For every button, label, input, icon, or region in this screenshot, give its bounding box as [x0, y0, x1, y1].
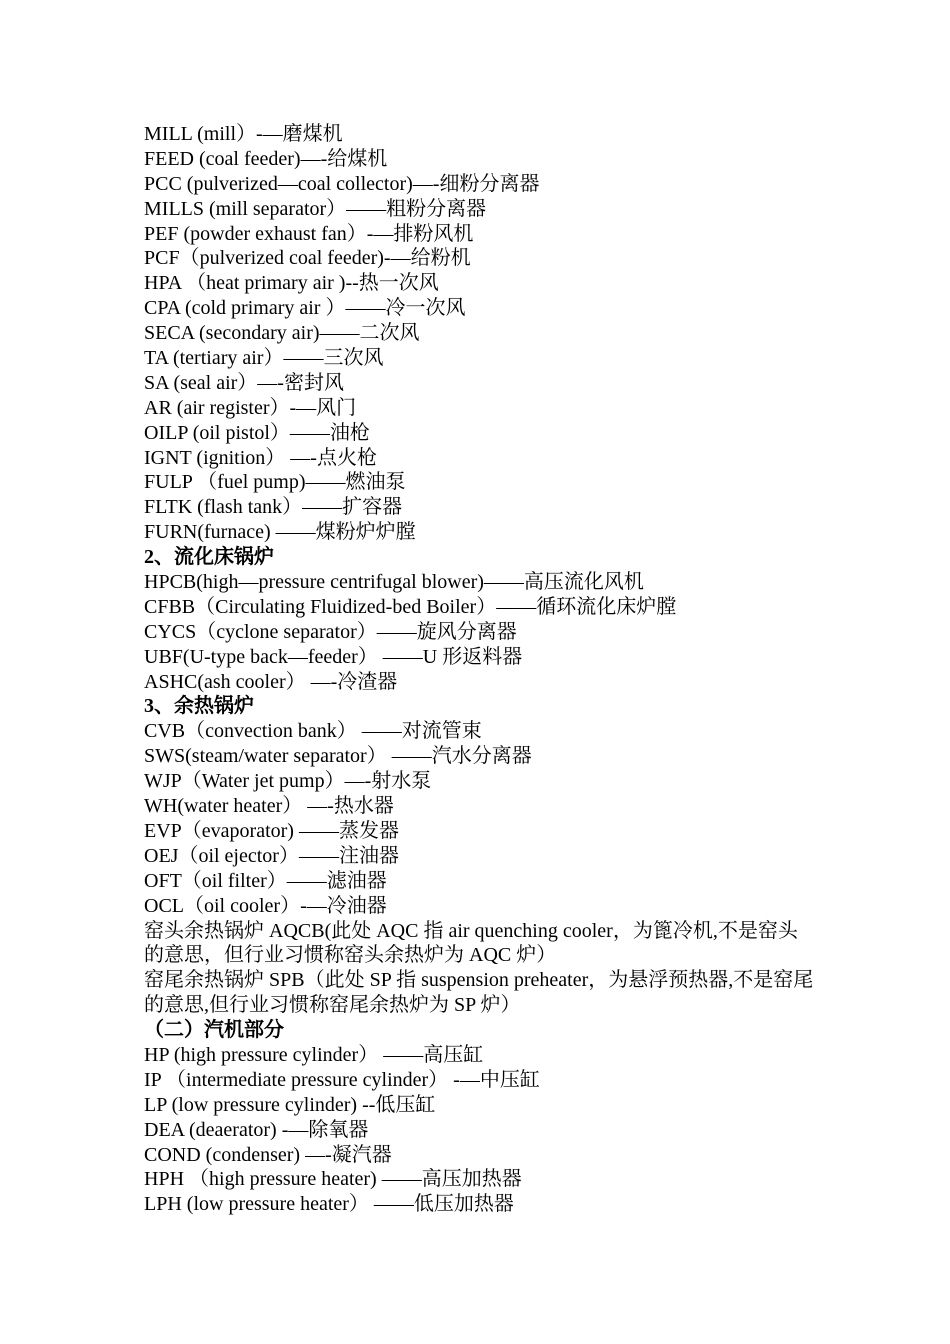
paragraph-aqcb: 窑头余热锅炉 AQCB(此处 AQC 指 air quenching cooler，为篦冷机,不是窑头的意思，但行业习惯称窑头余热炉为 AQC 炉） — [144, 919, 798, 967]
term-line: HPCB(high—pressure centrifugal blower)——高压流化风机 — [144, 571, 644, 594]
term-line: ASHC(ash cooler） —-冷渣器 — [144, 670, 398, 693]
section-heading-cfb: 2、流化床锅炉 — [144, 546, 274, 569]
term-line: SECA (secondary air)——二次风 — [144, 322, 420, 345]
term-line: FEED (coal feeder)—-给煤机 — [144, 147, 388, 170]
term-line: EVP（evaporator) ——蒸发器 — [144, 819, 399, 842]
term-line: OFT（oil filter）——滤油器 — [144, 869, 387, 892]
term-line: UBF(U-type back—feeder） ——U 形返料器 — [144, 645, 523, 668]
waste-heat-boiler-list — [144, 719, 824, 918]
term-line: LP (low pressure cylinder) --低压缸 — [144, 1093, 436, 1116]
term-line: SA (seal air）—-密封风 — [144, 371, 344, 394]
term-line: COND (condenser) —-凝汽器 — [144, 1143, 392, 1166]
term-line: HPH （high pressure heater) ——高压加热器 — [144, 1168, 522, 1191]
term-line: PCC (pulverized—coal collector)—-细粉分离器 — [144, 172, 540, 195]
section-heading-waste-heat: 3、余热锅炉 — [144, 695, 254, 718]
turbine-list — [144, 1043, 824, 1217]
term-line: CYCS（cyclone separator）——旋风分离器 — [144, 620, 517, 643]
term-line: FLTK (flash tank）——扩容器 — [144, 496, 403, 519]
term-line: MILL (mill）-—磨煤机 — [144, 123, 343, 145]
term-line: TA (tertiary air）——三次风 — [144, 347, 384, 370]
term-line: HPA （heat primary air )--热一次风 — [144, 272, 439, 295]
term-line: MILLS (mill separator）——粗粉分离器 — [144, 197, 487, 220]
term-line: OEJ（oil ejector）——注油器 — [144, 844, 399, 867]
term-line: PCF（pulverized coal feeder)-—给粉机 — [144, 247, 471, 270]
paragraph-spb: 窑尾余热锅炉 SPB（此处 SP 指 suspension preheater，为悬浮预热器,不是窑尾的意思,但行业习惯称窑尾余热炉为 SP 炉） — [144, 969, 814, 1017]
term-line: WH(water heater） —-热水器 — [144, 795, 394, 818]
term-line: CFBB（Circulating Fluidized-bed Boiler）——循环流化床炉膛 — [144, 595, 677, 618]
term-line: AR (air register）-—风门 — [144, 396, 357, 419]
section-heading-turbine: （二）汽机部分 — [144, 1019, 284, 1042]
term-line: WJP（Water jet pump）—-射水泵 — [144, 770, 432, 793]
term-line: SWS(steam/water separator） ——汽水分离器 — [144, 745, 532, 768]
term-line: PEF (powder exhaust fan）-—排粉风机 — [144, 222, 474, 245]
term-line: CVB（convection bank） ——对流管束 — [144, 720, 482, 743]
cfb-boiler-list — [144, 570, 824, 694]
term-line: FULP （fuel pump)——燃油泵 — [144, 471, 406, 494]
term-line: DEA (deaerator) -—除氧器 — [144, 1118, 369, 1141]
term-line: HP (high pressure cylinder） ——高压缸 — [144, 1044, 484, 1067]
term-line: LPH (low pressure heater） ——低压加热器 — [144, 1193, 514, 1216]
term-line: IP （intermediate pressure cylinder） -—中压缸 — [144, 1068, 540, 1091]
mill-system-list — [144, 122, 824, 545]
term-line: OCL（oil cooler）-—冷油器 — [144, 894, 387, 917]
term-line: OILP (oil pistol）——油枪 — [144, 421, 370, 444]
term-line: CPA (cold primary air ）——冷一次风 — [144, 297, 466, 320]
term-line: IGNT (ignition） —-点火枪 — [144, 446, 377, 469]
document-page — [144, 122, 824, 1217]
term-line: FURN(furnace) ——煤粉炉炉膛 — [144, 521, 416, 544]
